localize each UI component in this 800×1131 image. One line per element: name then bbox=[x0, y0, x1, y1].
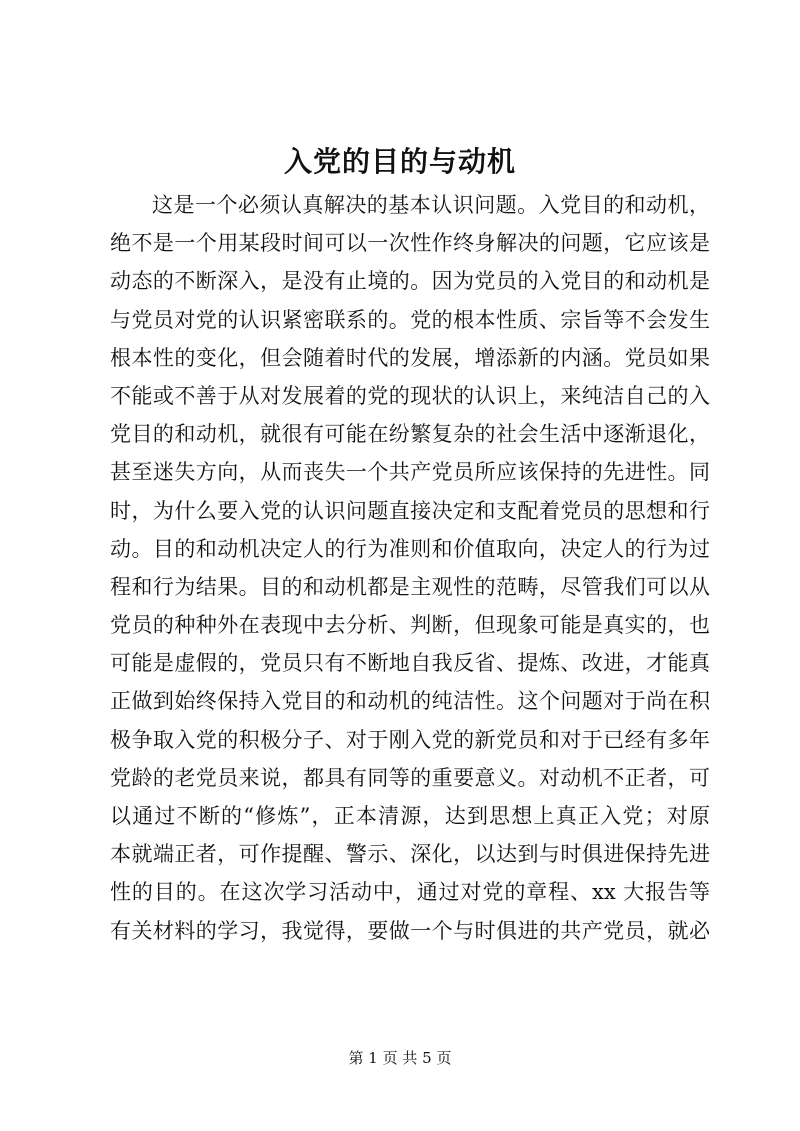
body-line: 本就端正者，可作提醒、警示、深化，以达到与时俱进保持先进 bbox=[110, 842, 710, 867]
body-line: 与党员对党的认识紧密联系的。党的根本性质、宗旨等不会发生 bbox=[110, 307, 710, 332]
body-line: 以通过不断的“修炼”，正本清源，达到思想上真正入党；对原 bbox=[110, 804, 710, 828]
body-line: 不能或不善于从对发展着的党的现状的认识上，来纯洁自己的入 bbox=[110, 383, 710, 408]
body-line: 动态的不断深入，是没有止境的。因为党员的入党目的和动机是 bbox=[110, 269, 710, 294]
body-line: 程和行为结果。目的和动机都是主观性的范畴，尽管我们可以从 bbox=[110, 574, 710, 599]
body-line: 正做到始终保持入党目的和动机的纯洁性。这个问题对于尚在积 bbox=[110, 689, 710, 714]
body-line: 党目的和动机，就很有可能在纷繁复杂的社会生活中逐渐退化， bbox=[110, 422, 710, 447]
document-body bbox=[110, 186, 710, 950]
body-line: 这是一个必须认真解决的基本认识问题。入党目的和动机， bbox=[152, 193, 710, 217]
body-line: 甚至迷失方向，从而丧失一个共产党员所应该保持的先进性。同 bbox=[110, 460, 710, 485]
body-line: 性的目的。在这次学习活动中，通过对党的章程、xx 大报告等 bbox=[110, 880, 710, 905]
body-line: 极争取入党的积极分子、对于刚入党的新党员和对于已经有多年 bbox=[110, 727, 710, 752]
page-number-footer: 第 1 页 共 5 页 bbox=[348, 1049, 452, 1067]
body-line: 动。目的和动机决定人的行为准则和价值取向，决定人的行为过 bbox=[110, 536, 710, 561]
body-line: 有关材料的学习，我觉得，要做一个与时俱进的共产党员，就必 bbox=[110, 918, 710, 943]
body-line: 根本性的变化，但会随着时代的发展，增添新的内涵。党员如果 bbox=[110, 345, 710, 370]
body-line: 时，为什么要入党的认识问题直接决定和支配着党员的思想和行 bbox=[110, 498, 710, 523]
body-line: 党龄的老党员来说，都具有同等的重要意义。对动机不正者，可 bbox=[110, 765, 710, 790]
body-line: 可能是虚假的，党员只有不断地自我反省、提炼、改进，才能真 bbox=[110, 651, 710, 676]
document-title: 入党的目的与动机 bbox=[283, 145, 516, 178]
body-line: 绝不是一个用某段时间可以一次性作终身解决的问题，它应该是 bbox=[110, 231, 710, 256]
body-line: 党员的种种外在表现中去分析、判断，但现象可能是真实的，也 bbox=[110, 613, 710, 638]
